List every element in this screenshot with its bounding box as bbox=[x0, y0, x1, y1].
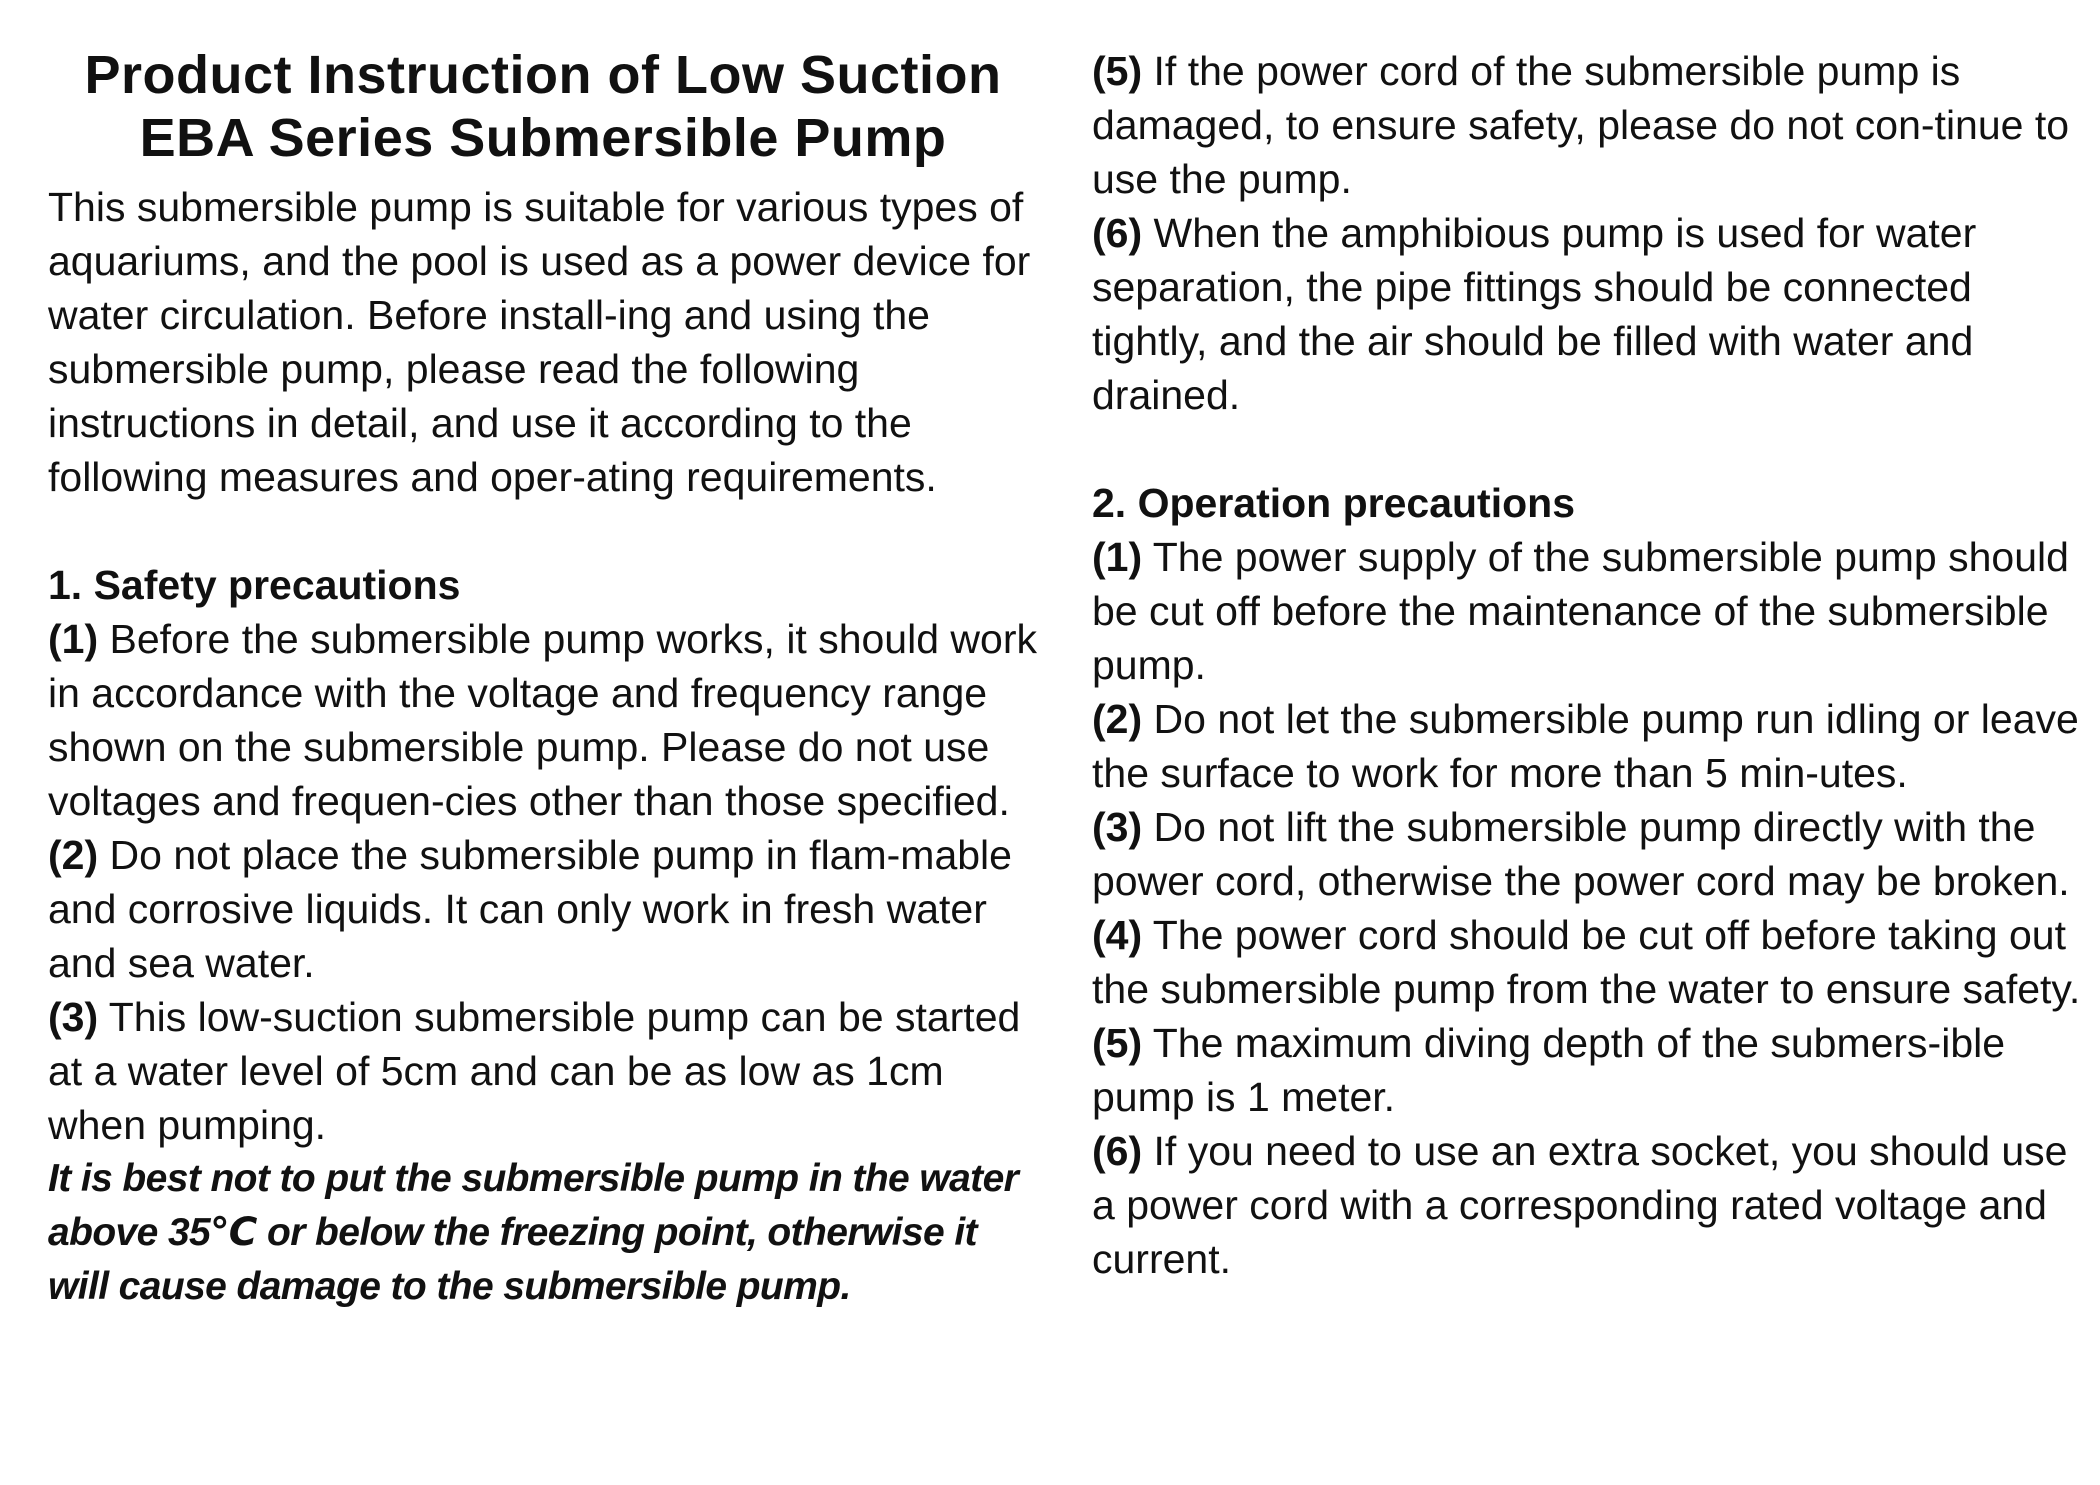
operation-item-5-text: The maximum diving depth of the submers-ible pump is 1 meter. bbox=[1092, 1020, 2006, 1120]
right-column bbox=[1092, 44, 2082, 1286]
operation-item-3 bbox=[1092, 800, 2082, 908]
operation-item-5 bbox=[1092, 1016, 2082, 1124]
safety-item-6-number: (6) bbox=[1092, 210, 1143, 256]
safety-item-6-text: When the amphibious pump is used for water separation, the pipe fittings should be connected tightly, and the air should be filled with water and drained. bbox=[1092, 210, 1977, 418]
safety-item-5-number: (5) bbox=[1092, 48, 1143, 94]
operation-item-6 bbox=[1092, 1124, 2082, 1286]
title-line-2: EBA Series Submersible Pump bbox=[139, 108, 947, 168]
safety-item-3-number: (3) bbox=[48, 994, 99, 1040]
operation-item-3-number: (3) bbox=[1092, 804, 1143, 850]
operation-item-4-number: (4) bbox=[1092, 912, 1143, 958]
operation-item-1 bbox=[1092, 530, 2082, 692]
intro-paragraph: This submersible pump is suitable for various types of aquariums, and the pool is used as a power device for water circulation. Before install-ing and using the submersible pump, please read the following instructions in detail, and use it according to the following measures and oper-ating requirements. bbox=[48, 184, 1031, 500]
safety-item-6 bbox=[1092, 206, 2082, 422]
safety-item-2-text: Do not place the submersible pump in flam-mable and corrosive liquids. It can only work in fresh water and sea water. bbox=[48, 832, 1012, 986]
safety-item-1-text: Before the submersible pump works, it should work in accordance with the voltage and frequency range shown on the submersible pump. Please do not use voltages and frequen-cies other than those specified. bbox=[48, 616, 1037, 824]
safety-item-3-text: This low-suction submersible pump can be started at a water level of 5cm and can be as low as 1cm when pumping. bbox=[48, 994, 1021, 1148]
left-column bbox=[48, 44, 1038, 1314]
title-line-1: Product Instruction of Low Suction bbox=[84, 45, 1002, 105]
operation-item-2-text: Do not let the submersible pump run idling or leave the surface to work for more than 5 min-utes. bbox=[1092, 696, 2079, 796]
operation-item-6-text: If you need to use an extra socket, you should use a power cord with a corresponding rated voltage and current. bbox=[1092, 1128, 2068, 1282]
operation-item-1-text: The power supply of the submersible pump should be cut off before the maintenance of the submersible pump. bbox=[1092, 534, 2069, 688]
safety-item-5-text: If the power cord of the submersible pump is damaged, to ensure safety, please do not con-tinue to use the pump. bbox=[1092, 48, 2070, 202]
operation-item-3-text: Do not lift the submersible pump directly with the power cord, otherwise the power cord may be broken. bbox=[1092, 804, 2070, 904]
temperature-warning: It is best not to put the submersible pump in the water above 35℃ or below the freezing point, otherwise it will cause damage to the submersible pump. bbox=[48, 1157, 1019, 1308]
operation-item-4-text: The power cord should be cut off before taking out the submersible pump from the water to ensure safety. bbox=[1092, 912, 2081, 1012]
operation-item-2 bbox=[1092, 692, 2082, 800]
operation-item-4 bbox=[1092, 908, 2082, 1016]
operation-item-5-number: (5) bbox=[1092, 1020, 1143, 1066]
safety-item-1-number: (1) bbox=[48, 616, 99, 662]
safety-item-2 bbox=[48, 828, 1038, 990]
safety-item-1 bbox=[48, 612, 1038, 828]
safety-item-2-number: (2) bbox=[48, 832, 99, 878]
operation-item-2-number: (2) bbox=[1092, 696, 1143, 742]
operation-item-6-number: (6) bbox=[1092, 1128, 1143, 1174]
operation-heading: 2. Operation precautions bbox=[1092, 480, 1575, 526]
safety-item-3 bbox=[48, 990, 1038, 1152]
operation-item-1-number: (1) bbox=[1092, 534, 1143, 580]
safety-item-5 bbox=[1092, 44, 2082, 206]
safety-heading: 1. Safety precautions bbox=[48, 562, 461, 608]
page-title bbox=[48, 44, 1038, 170]
